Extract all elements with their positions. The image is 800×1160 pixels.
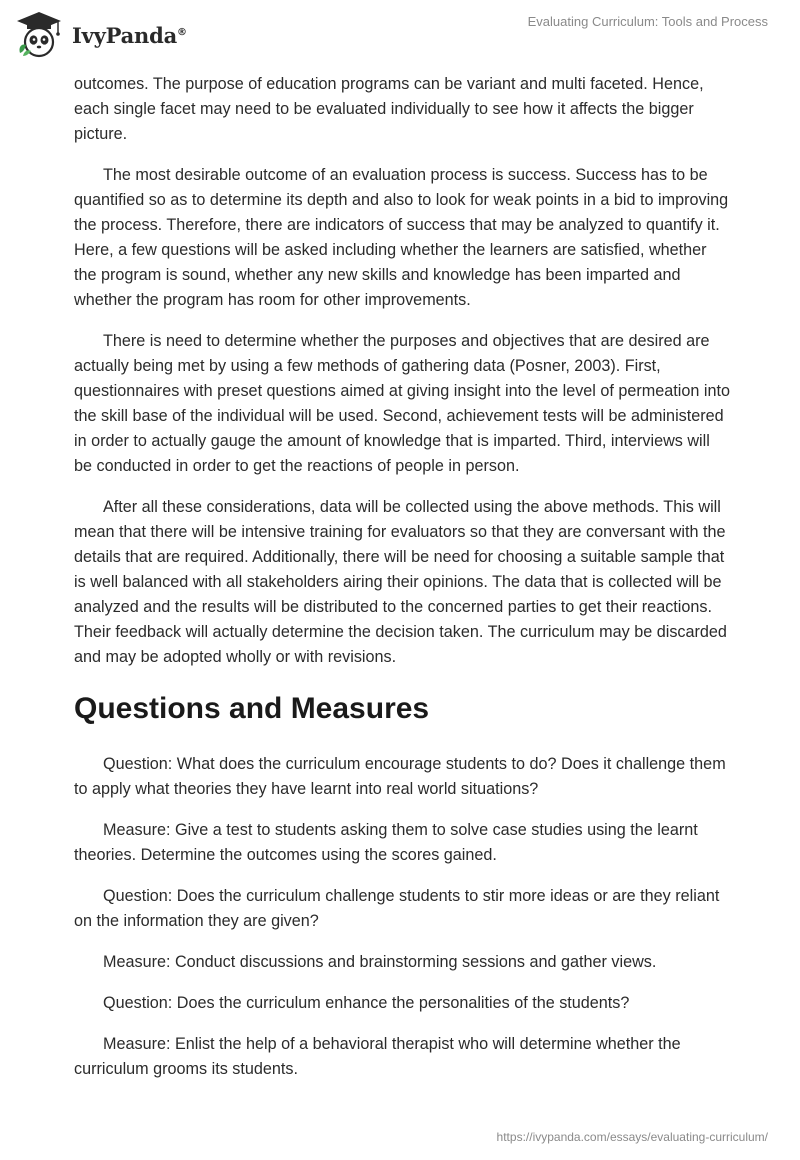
page-header [0,0,800,70]
measure-paragraph: Measure: Conduct discussions and brainstorming sessions and gather views. [103,953,657,971]
essay-content [74,72,730,1098]
question-paragraph: Question: Does the curriculum enhance the personalities of the students? [103,994,630,1012]
section-heading: Questions and Measures [74,692,430,725]
body-paragraph: After all these considerations, data will be collected using the above methods. This will mean that there will be intensive training for evaluators so that they are conversant with the details that are required. Additionally, there will be need for choosing a suitable sample that is well balanced with all stakeholders airing their opinions. The data that is collected will be analyzed and the results will be distributed to the concerned parties to get their reactions. Their feedback will actually determine the decision taken. The curriculum may be discarded and may be adopted wholly or with revisions. [74,498,727,666]
question-paragraph: Question: Does the curriculum challenge students to stir more ideas or are they reliant on the information they are given? [74,887,720,930]
registered-mark: ® [177,26,187,38]
ivypanda-logo[interactable] [14,8,187,60]
body-paragraph: There is need to determine whether the purposes and objectives that are desired are actually being met by using a few methods of gathering data (Posner, 2003). First, questionnaires with preset questions aimed at giving insight into the level of permeation into the skill base of the individual will be used. Second, achievement tests will be administered in order to actually gauge the amount of knowledge that is imparted. Third, interviews will be conducted in order to get the reactions of people in person. [74,332,730,475]
brand-name: IvyPanda® [72,22,187,48]
source-url[interactable]: https://ivypanda.com/essays/evaluating-curriculum/ [496,1130,768,1144]
body-paragraph: The most desirable outcome of an evaluation process is success. Success has to be quantified so as to determine its depth and also to look for weak points in a bid to improving the process. Therefore, there are indicators of success that may be analyzed to quantify it. Here, a few questions will be asked including whether the learners are satisfied, whether the program is sound, whether any new skills and knowledge has been imparted and whether the program has room for other improvements. [74,166,729,309]
document-title: Evaluating Curriculum: Tools and Process [527,14,768,29]
body-paragraph: outcomes. The purpose of education programs can be variant and multi faceted. Hence, each single facet may need to be evaluated individually to see how it affects the bigger picture. [74,75,704,143]
question-paragraph: Question: What does the curriculum encourage students to do? Does it challenge them to apply what theories they have learnt into real world situations? [74,755,726,798]
measure-paragraph: Measure: Give a test to students asking them to solve case studies using the learnt theories. Determine the outcomes using the scores gained. [74,821,698,864]
measure-paragraph: Measure: Enlist the help of a behavioral therapist who will determine whether the curriculum grooms its students. [74,1035,681,1078]
panda-graduate-icon [14,9,64,59]
